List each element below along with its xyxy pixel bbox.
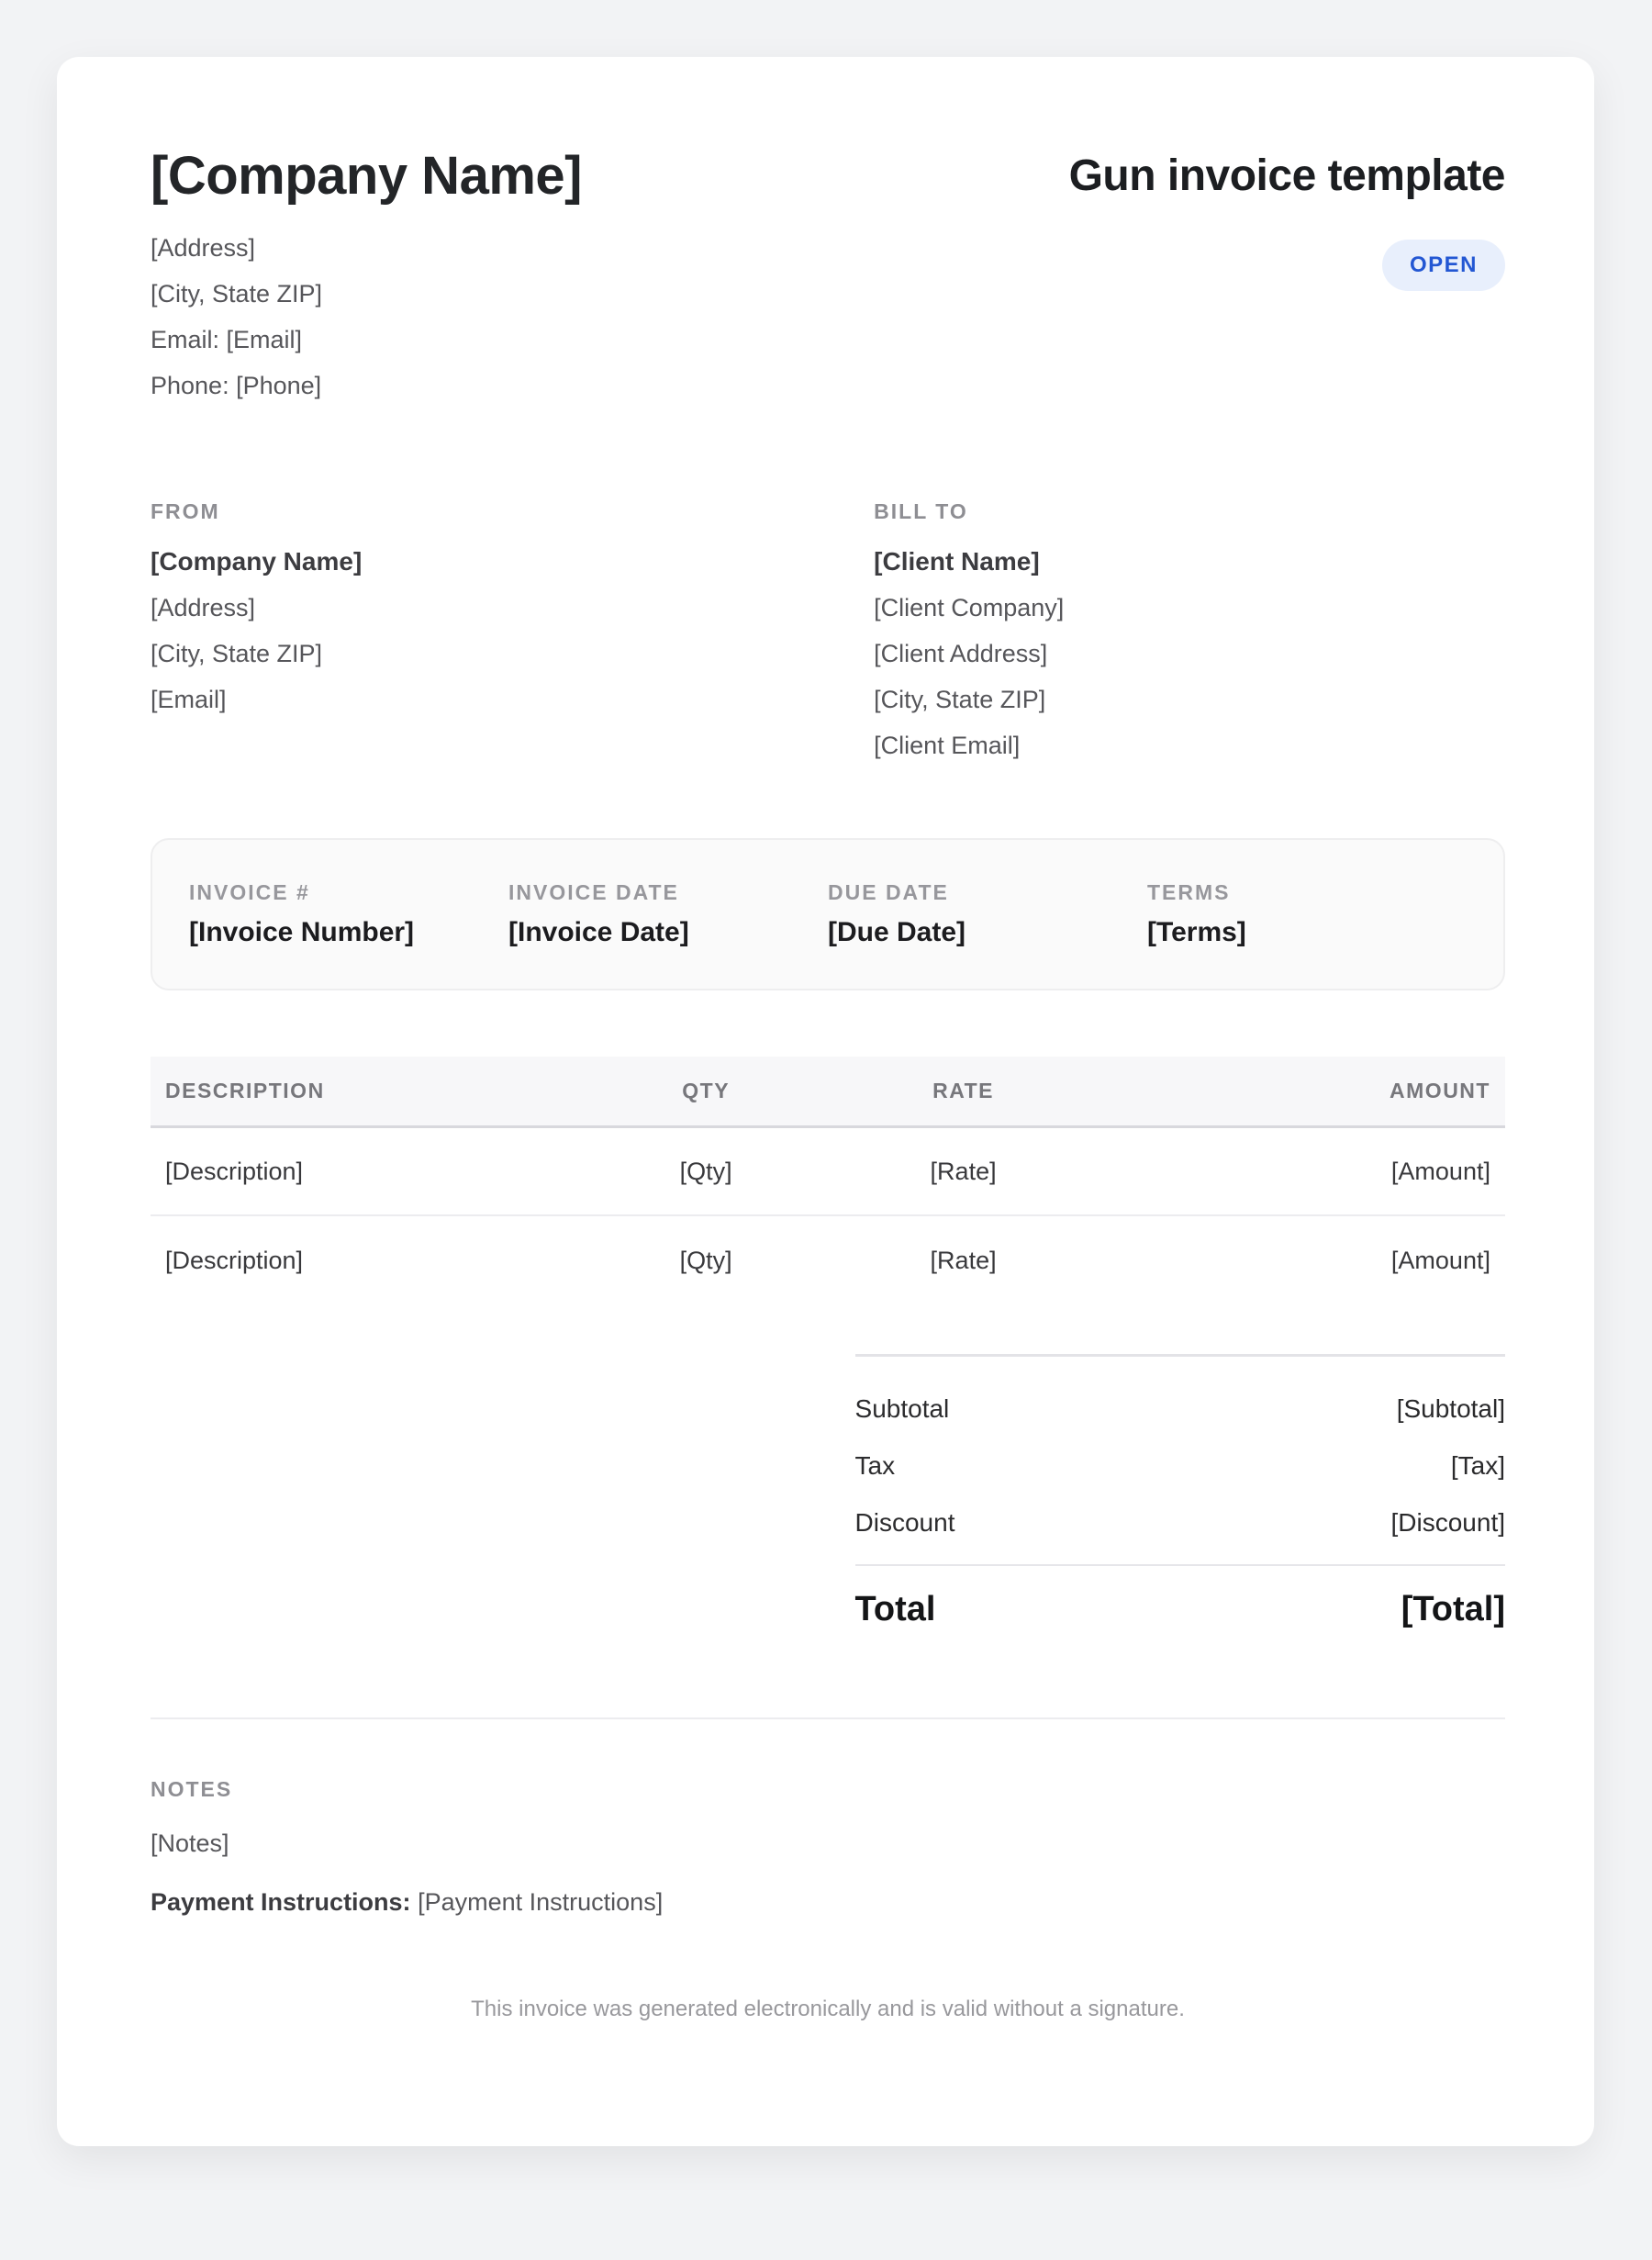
invoice-date-label: INVOICE DATE bbox=[508, 880, 679, 904]
client-address: [Client Address] bbox=[874, 640, 1048, 667]
status-badge[interactable]: OPEN bbox=[1382, 240, 1505, 291]
client-city-state-zip: [City, State ZIP] bbox=[874, 686, 1046, 713]
company-block bbox=[151, 145, 582, 408]
row-amount: [Amount] bbox=[1390, 1157, 1490, 1185]
items-table-header bbox=[151, 1057, 1505, 1128]
from-block bbox=[151, 498, 874, 768]
discount-row bbox=[855, 1494, 1505, 1551]
table-row bbox=[151, 1128, 1505, 1216]
row-qty: [Qty] bbox=[679, 1246, 732, 1274]
col-header-qty: QTY bbox=[682, 1079, 731, 1102]
meta-due-date bbox=[828, 880, 1147, 948]
notes-label: NOTES bbox=[151, 1777, 233, 1801]
totals-section bbox=[855, 1354, 1505, 1629]
tax-value: [Tax] bbox=[1450, 1451, 1505, 1480]
header-right bbox=[1069, 145, 1505, 291]
meta-invoice-date bbox=[508, 880, 828, 948]
subtotal-label: Subtotal bbox=[854, 1394, 950, 1423]
due-date-value: [Due Date] bbox=[828, 917, 966, 947]
subtotal-value: [Subtotal] bbox=[1396, 1394, 1505, 1423]
header bbox=[151, 145, 1505, 408]
col-header-description: DESCRIPTION bbox=[165, 1079, 325, 1102]
tax-label: Tax bbox=[854, 1451, 896, 1480]
notes-section bbox=[151, 1776, 1505, 1923]
from-email: [Email] bbox=[151, 686, 227, 713]
footer-note: This invoice was generated electronically and is valid without a signature. bbox=[471, 1997, 1185, 2021]
total-label: Total bbox=[854, 1590, 936, 1628]
invoice-number-value: [Invoice Number] bbox=[189, 917, 415, 947]
row-amount: [Amount] bbox=[1390, 1246, 1490, 1274]
bill-to-lines bbox=[874, 539, 1505, 768]
due-date-label: DUE DATE bbox=[828, 880, 949, 904]
bill-to-block bbox=[874, 498, 1505, 768]
client-company: [Client Company] bbox=[874, 594, 1065, 621]
client-name: [Client Name] bbox=[874, 547, 1040, 576]
company-address: [Address] bbox=[151, 234, 256, 262]
from-city-state-zip: [City, State ZIP] bbox=[151, 640, 323, 667]
divider bbox=[151, 1717, 1505, 1719]
from-lines bbox=[151, 539, 874, 722]
page-title: Gun invoice template bbox=[1068, 151, 1505, 200]
totals-rows bbox=[855, 1357, 1505, 1551]
col-header-amount: AMOUNT bbox=[1390, 1079, 1490, 1102]
subtotal-row bbox=[855, 1381, 1505, 1438]
meta-invoice-number bbox=[189, 880, 508, 948]
payment-instructions-label: Payment Instructions: bbox=[151, 1888, 411, 1916]
from-name: [Company Name] bbox=[151, 547, 363, 576]
meta-terms bbox=[1147, 880, 1467, 948]
invoice-card bbox=[57, 57, 1594, 2146]
terms-value: [Terms] bbox=[1147, 917, 1246, 947]
discount-value: [Discount] bbox=[1390, 1508, 1505, 1537]
notes-body: [Notes] bbox=[151, 1829, 229, 1857]
total-divider bbox=[855, 1564, 1505, 1566]
company-email: Email: [Email] bbox=[151, 326, 303, 353]
client-email: [Client Email] bbox=[874, 732, 1021, 759]
from-label: FROM bbox=[151, 499, 220, 523]
row-qty: [Qty] bbox=[679, 1157, 732, 1185]
row-description: [Description] bbox=[165, 1246, 304, 1274]
bill-to-label: BILL TO bbox=[874, 499, 968, 523]
total-row bbox=[855, 1590, 1505, 1629]
row-description: [Description] bbox=[165, 1157, 304, 1185]
company-city-state-zip: [City, State ZIP] bbox=[151, 280, 323, 308]
from-address: [Address] bbox=[151, 594, 256, 621]
invoice-date-value: [Invoice Date] bbox=[508, 917, 689, 947]
invoice-number-label: INVOICE # bbox=[189, 880, 310, 904]
items-table bbox=[151, 1057, 1505, 1304]
payment-instructions-value: [Payment Instructions] bbox=[418, 1888, 664, 1916]
company-phone: Phone: [Phone] bbox=[151, 372, 322, 399]
terms-label: TERMS bbox=[1147, 880, 1231, 904]
company-contact bbox=[151, 225, 582, 408]
row-rate: [Rate] bbox=[930, 1157, 997, 1185]
parties-section bbox=[151, 498, 1505, 768]
row-rate: [Rate] bbox=[930, 1246, 997, 1274]
table-row bbox=[151, 1216, 1505, 1304]
tax-row bbox=[855, 1438, 1505, 1494]
total-value: [Total] bbox=[1401, 1590, 1505, 1628]
payment-instructions-line bbox=[151, 1881, 1505, 1923]
invoice-meta-box bbox=[151, 838, 1505, 990]
discount-label: Discount bbox=[854, 1508, 955, 1537]
col-header-rate: RATE bbox=[932, 1079, 995, 1102]
company-name: [Company Name] bbox=[151, 146, 582, 206]
